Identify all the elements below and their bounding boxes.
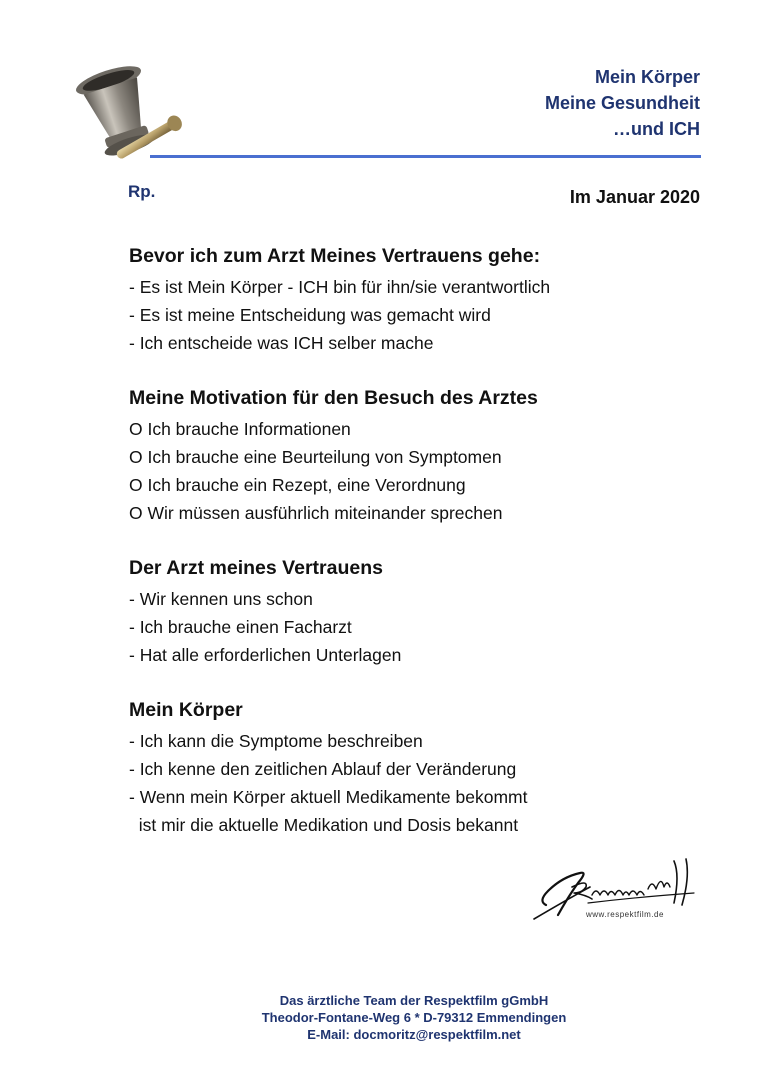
list-item: - Wenn mein Körper aktuell Medikamente bekommt [129, 787, 528, 807]
signature-website: www.respektfilm.de [586, 910, 664, 919]
footer [0, 992, 768, 1043]
section-heading: Bevor ich zum Arzt Meines Vertrauens gehe: [129, 245, 541, 267]
list-item: - Wir kennen uns schon [129, 589, 313, 609]
list-item: O Ich brauche eine Beurteilung von Symptomen [129, 447, 502, 467]
title-line: Mein Körper [594, 67, 700, 87]
list-item: - Ich brauche einen Facharzt [129, 617, 352, 637]
document-body [129, 241, 719, 865]
title-line: Meine Gesundheit [544, 93, 700, 113]
section-heading: Der Arzt meines Vertrauens [129, 557, 383, 579]
list-item: - Es ist Mein Körper - ICH bin für ihn/sie verantwortlich [129, 277, 551, 297]
title-line: …und ICH [613, 119, 700, 139]
list-item: O Wir müssen ausführlich miteinander sprechen [129, 503, 503, 523]
footer-line: Theodor-Fontane-Weg 6 * D-79312 Emmendingen [261, 1010, 567, 1025]
header-divider [150, 155, 701, 158]
footer-line: Das ärztliche Team der Respektfilm gGmbH [279, 993, 549, 1008]
document-title [545, 64, 700, 142]
list-item: - Ich kenne den zeitlichen Ablauf der Veränderung [129, 759, 517, 779]
list-item: O Ich brauche ein Rezept, eine Verordnung [129, 475, 466, 495]
signature-image [528, 853, 703, 928]
mortar-pestle-icon [70, 55, 185, 170]
section-body [129, 695, 719, 839]
list-item: - Ich kann die Symptome beschreiben [129, 731, 423, 751]
rp-label: Rp. [128, 182, 156, 201]
section-doctor [129, 553, 719, 669]
list-item: O Ich brauche Informationen [129, 419, 351, 439]
section-before-visit [129, 241, 719, 357]
document-date: Im Januar 2020 [569, 187, 700, 207]
list-item: ist mir die aktuelle Medikation und Dosis bekannt [129, 815, 519, 835]
footer-line: E-Mail: docmoritz@respektfilm.net [307, 1027, 521, 1042]
section-motivation [129, 383, 719, 527]
list-item: - Ich entscheide was ICH selber mache [129, 333, 434, 353]
section-heading: Mein Körper [129, 699, 243, 721]
list-item: - Hat alle erforderlichen Unterlagen [129, 645, 402, 665]
list-item: - Es ist meine Entscheidung was gemacht wird [129, 305, 491, 325]
section-heading: Meine Motivation für den Besuch des Arztes [129, 387, 538, 409]
